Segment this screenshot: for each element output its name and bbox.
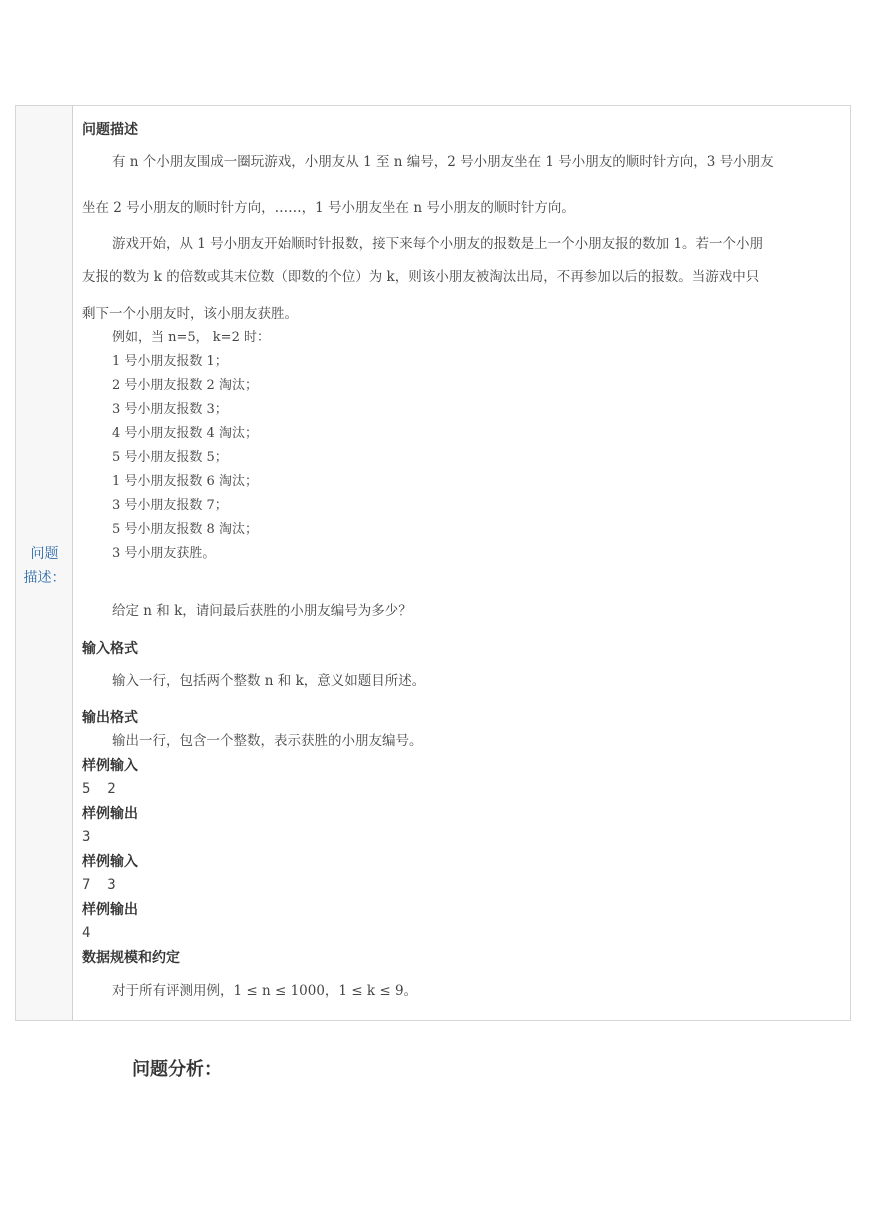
question-text: 给定 n 和 k，请问最后获胜的小朋友编号为多少？	[112, 603, 412, 619]
description-paragraph-2-line-1: 游戏开始，从 1 号小朋友开始顺时针报数，接下来每个小朋友的报数是上一个小朋友报的数加 1。若一个小朋	[112, 236, 764, 252]
input-format-text: 输入一行，包括两个整数 n 和 k，意义如题目所述。	[112, 673, 426, 689]
input-format-heading: 输入格式	[82, 641, 138, 657]
example-line: 1 号小朋友报数 1；	[112, 354, 228, 369]
sample-output-heading: 样例输出	[82, 902, 138, 918]
description-heading: 问题描述	[82, 122, 138, 138]
example-line: 5 号小朋友报数 5；	[112, 450, 228, 465]
description-paragraph-1-line-2: 坐在 2 号小朋友的顺时针方向，……，1 号小朋友坐在 n 号小朋友的顺时针方向。	[82, 200, 575, 216]
problem-table	[15, 105, 851, 1021]
table-label-cell	[16, 106, 73, 1020]
example-line: 3 号小朋友报数 7；	[112, 498, 228, 513]
sample-output-value: 3	[82, 829, 91, 845]
analysis-heading: 问题分析：	[132, 1059, 222, 1080]
sample-input-heading: 样例输入	[82, 854, 138, 870]
output-format-text: 输出一行，包含一个整数，表示获胜的小朋友编号。	[112, 733, 423, 749]
data-limits-heading: 数据规模和约定	[82, 950, 180, 966]
sample-input-heading: 样例输入	[82, 758, 138, 774]
sample-output-value: 4	[82, 925, 91, 941]
sample-input-value: 7 3	[82, 877, 116, 893]
example-line: 4 号小朋友报数 4 淘汰；	[112, 426, 258, 441]
example-line: 1 号小朋友报数 6 淘汰；	[112, 474, 258, 489]
sample-input-value: 5 2	[82, 781, 116, 797]
description-paragraph-2-line-3: 剩下一个小朋友时，该小朋友获胜。	[82, 306, 298, 322]
example-line: 例如，当 n=5， k=2 时：	[112, 330, 270, 345]
sample-output-heading: 样例输出	[82, 806, 138, 822]
example-line: 5 号小朋友报数 8 淘汰；	[112, 522, 258, 537]
description-paragraph-1-line-1: 有 n 个小朋友围成一圈玩游戏，小朋友从 1 至 n 编号，2 号小朋友坐在 1 号小朋友的顺时针方向，3 号小朋友	[112, 154, 774, 170]
output-format-heading: 输出格式	[82, 710, 138, 726]
example-line: 3 号小朋友报数 3；	[112, 402, 228, 417]
example-line: 2 号小朋友报数 2 淘汰；	[112, 378, 258, 393]
problem-description-label: 问题 描述：	[23, 546, 66, 586]
example-line: 3 号小朋友获胜。	[112, 546, 216, 561]
data-limits-text: 对于所有评测用例，1 ≤ n ≤ 1000，1 ≤ k ≤ 9。	[112, 983, 418, 999]
description-paragraph-2-line-2: 友报的数为 k 的倍数或其末位数（即数的个位）为 k，则该小朋友被淘汰出局，不再参加以后的报数。当游戏中只	[82, 269, 760, 285]
